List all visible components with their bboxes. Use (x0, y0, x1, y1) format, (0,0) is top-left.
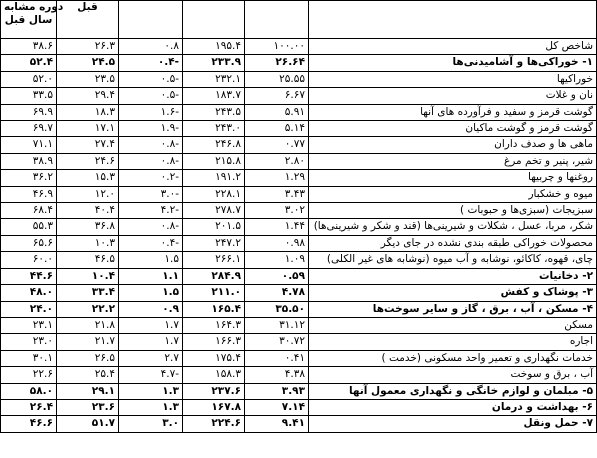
monthly-change-cell: ۰.۸- (119, 137, 183, 153)
weight-cell: ۴.۷۸ (245, 285, 309, 301)
weight-cell: ۲۶.۶۴ (245, 55, 309, 71)
header-cell-text: قبل (77, 1, 98, 13)
prev-year-change-cell: ۴۸.۰ (1, 285, 57, 301)
table-row (1, 285, 597, 301)
header-cell-prev-year-period (1, 1, 64, 39)
monthly-change-cell: ۴.۷- (119, 367, 183, 383)
monthly-change-cell: ۰.۴- (119, 55, 183, 71)
table-row (1, 137, 597, 153)
prev-month-cell: ۱۵.۳ (57, 170, 119, 186)
item-label-cell: ۲- دخانیات (309, 268, 597, 284)
table-row (1, 219, 597, 235)
item-label-cell: آب ، برق و سوخت (309, 367, 597, 383)
monthly-change-cell: ۱.۶- (119, 104, 183, 120)
item-label-cell: شاخص کل (309, 39, 597, 55)
prev-year-change-cell: ۵۸.۰ (1, 383, 57, 399)
monthly-change-cell: ۰.۵- (119, 71, 183, 87)
index-value-cell: ۲۴۳.۰ (183, 121, 245, 137)
prev-month-cell: ۱۷.۱ (57, 121, 119, 137)
prev-month-cell: ۲۹.۱ (57, 383, 119, 399)
index-value-cell: ۲۱۱.۰ (183, 285, 245, 301)
index-value-cell: ۱۹۱.۲ (183, 170, 245, 186)
weight-cell: ۷.۱۴ (245, 399, 309, 415)
prev-year-change-cell: ۶۸.۴ (1, 203, 57, 219)
item-label-cell: سبزیجات (سبزی‌ها و حبوبات ) (309, 203, 597, 219)
monthly-change-cell: ۰.۵- (119, 88, 183, 104)
index-value-cell: ۲۸۴.۹ (183, 268, 245, 284)
prev-month-cell: ۴۶.۵ (57, 252, 119, 268)
item-label-cell: اجاره (309, 334, 597, 350)
index-value-cell: ۲۰۱.۵ (183, 219, 245, 235)
prev-month-cell: ۲۶.۵ (57, 350, 119, 366)
prev-month-cell: ۲۶.۳ (57, 39, 119, 55)
weight-cell: ۴.۳۸ (245, 367, 309, 383)
prev-month-cell: ۱۰.۳ (57, 235, 119, 251)
prev-year-change-cell: ۶۵.۶ (1, 235, 57, 251)
item-label-cell: ۶- بهداشت و درمان (309, 399, 597, 415)
table-row (1, 350, 597, 366)
weight-cell: ۳۵.۵۰ (245, 301, 309, 317)
prev-month-cell: ۴۰.۴ (57, 203, 119, 219)
prev-year-change-cell: ۵۵.۳ (1, 219, 57, 235)
prev-month-cell: ۲۵.۴ (57, 367, 119, 383)
prev-month-cell: ۱۲.۰ (57, 186, 119, 202)
table-row (1, 71, 597, 87)
weight-cell: ۰.۹۸ (245, 235, 309, 251)
prev-month-cell: ۳۳.۴ (57, 285, 119, 301)
header-cell-previous (57, 1, 119, 39)
table-row (1, 334, 597, 350)
monthly-change-cell: ۱.۷ (119, 317, 183, 333)
weight-cell: ۰.۴۱ (245, 350, 309, 366)
monthly-change-cell: ۱.۵ (119, 252, 183, 268)
item-label-cell: محصولات خوراکی طبقه بندی نشده در جای دیگر (309, 235, 597, 251)
item-label-cell: نان و غلات (309, 88, 597, 104)
prev-month-cell: ۳۶.۸ (57, 219, 119, 235)
monthly-change-cell: ۳.۰- (119, 186, 183, 202)
prev-year-change-cell: ۳۰.۱ (1, 350, 57, 366)
monthly-change-cell: ۰.۴- (119, 235, 183, 251)
table-header-row (1, 1, 597, 39)
index-value-cell: ۱۷۵.۴ (183, 350, 245, 366)
item-label-cell: ۱- خوراکی‌ها و آشامیدنی‌ها (309, 55, 597, 71)
index-value-cell: ۲۳۷.۶ (183, 383, 245, 399)
prev-year-change-cell: ۶۰.۰ (1, 252, 57, 268)
prev-year-change-cell: ۴۴.۶ (1, 268, 57, 284)
table-row (1, 203, 597, 219)
prev-year-change-cell: ۲۳.۰ (1, 334, 57, 350)
table-row (1, 301, 597, 317)
table-row (1, 104, 597, 120)
monthly-change-cell: ۰.۲- (119, 170, 183, 186)
monthly-change-cell: ۰.۹ (119, 301, 183, 317)
weight-cell: ۱.۴۴ (245, 219, 309, 235)
monthly-change-cell: ۰.۸- (119, 153, 183, 169)
weight-cell: ۲۵.۵۵ (245, 71, 309, 87)
table-row (1, 235, 597, 251)
monthly-change-cell: ۰.۸- (119, 219, 183, 235)
item-label-cell: ماهی ها و صدف داران (309, 137, 597, 153)
weight-cell: ۱.۲۹ (245, 170, 309, 186)
table-row (1, 186, 597, 202)
monthly-change-cell: ۲.۷ (119, 350, 183, 366)
prev-month-cell: ۲۱.۷ (57, 334, 119, 350)
weight-cell: ۳۱.۱۲ (245, 317, 309, 333)
monthly-change-cell: ۱.۷ (119, 334, 183, 350)
item-label-cell: ۵- مبلمان و لوازم خانگی و نگهداری معمول آنها (309, 383, 597, 399)
prev-year-change-cell: ۳۸.۹ (1, 153, 57, 169)
item-label-cell: چای، قهوه، کاکائو، نوشابه و آب میوه (نوشابه های غیر الکلی) (309, 252, 597, 268)
prev-month-cell: ۲۲.۲ (57, 301, 119, 317)
weight-cell: ۱۰۰.۰۰ (245, 39, 309, 55)
item-label-cell: ۷- حمل ونقل (309, 416, 597, 432)
header-cell-text: سال قبل (4, 14, 53, 26)
index-value-cell: ۲۴۶.۸ (183, 137, 245, 153)
prev-year-change-cell: ۴۶.۶ (1, 416, 57, 432)
monthly-change-cell: ۴.۲- (119, 203, 183, 219)
table-row (1, 367, 597, 383)
weight-cell: ۶.۶۷ (245, 88, 309, 104)
table-row (1, 383, 597, 399)
prev-year-change-cell: ۷۱.۱ (1, 137, 57, 153)
index-value-cell: ۲۲۴.۶ (183, 416, 245, 432)
table-row (1, 121, 597, 137)
table-row (1, 399, 597, 415)
weight-cell: ۵.۹۱ (245, 104, 309, 120)
index-value-cell: ۲۳۲.۱ (183, 71, 245, 87)
prev-month-cell: ۲۹.۴ (57, 88, 119, 104)
prev-year-change-cell: ۲۴.۰ (1, 301, 57, 317)
monthly-change-cell: ۱.۵ (119, 285, 183, 301)
prev-month-cell: ۱۸.۳ (57, 104, 119, 120)
header-cell-label (309, 1, 597, 39)
item-label-cell: مسکن (309, 317, 597, 333)
item-label-cell: ۴- مسکن ، آب ، برق ، گاز و سایر سوخت‌ها (309, 301, 597, 317)
monthly-change-cell: ۱.۳ (119, 383, 183, 399)
header-cell-weight (245, 1, 309, 39)
table-row (1, 317, 597, 333)
index-value-cell: ۱۶۴.۳ (183, 317, 245, 333)
prev-year-change-cell: ۶۹.۹ (1, 104, 57, 120)
index-value-cell: ۲۷۸.۷ (183, 203, 245, 219)
table-row (1, 416, 597, 432)
prev-month-cell: ۲۱.۸ (57, 317, 119, 333)
prev-year-change-cell: ۲۲.۶ (1, 367, 57, 383)
index-value-cell: ۱۶۵.۴ (183, 301, 245, 317)
prev-month-cell: ۵۱.۷ (57, 416, 119, 432)
index-value-cell: ۲۱۵.۸ (183, 153, 245, 169)
item-label-cell: شیر، پنیر و تخم مرغ (309, 153, 597, 169)
item-label-cell: گوشت قرمز و سفید و فرآورده های آنها (309, 104, 597, 120)
item-label-cell: ۳- پوشاک و کفش (309, 285, 597, 301)
weight-cell: ۳.۴۳ (245, 186, 309, 202)
monthly-change-cell: ۳.۰ (119, 416, 183, 432)
index-value-cell: ۲۶۶.۱ (183, 252, 245, 268)
item-label-cell: روغنها و چربیها (309, 170, 597, 186)
prev-month-cell: ۲۴.۵ (57, 55, 119, 71)
table-row (1, 170, 597, 186)
prev-month-cell: ۲۳.۶ (57, 399, 119, 415)
monthly-change-cell: ۱.۳ (119, 399, 183, 415)
weight-cell: ۰.۵۹ (245, 268, 309, 284)
weight-cell: ۳۰.۷۲ (245, 334, 309, 350)
prev-month-cell: ۲۷.۴ (57, 137, 119, 153)
item-label-cell: میوه و خشکبار (309, 186, 597, 202)
table-row (1, 39, 597, 55)
table-row (1, 55, 597, 71)
prev-year-change-cell: ۳۶.۲ (1, 170, 57, 186)
index-value-cell: ۲۲۸.۱ (183, 186, 245, 202)
monthly-change-cell: ۰.۸ (119, 39, 183, 55)
index-value-cell: ۱۶۶.۳ (183, 334, 245, 350)
prev-month-cell: ۲۳.۵ (57, 71, 119, 87)
item-label-cell: گوشت قرمز و گوشت ماکیان (309, 121, 597, 137)
prev-year-change-cell: ۲۶.۴ (1, 399, 57, 415)
index-value-cell: ۱۶۷.۸ (183, 399, 245, 415)
monthly-change-cell: ۱.۹- (119, 121, 183, 137)
prev-year-change-cell: ۶۹.۷ (1, 121, 57, 137)
table-row (1, 268, 597, 284)
item-label-cell: خدمات نگهداری و تعمیر واحد مسکونی (خدمت ) (309, 350, 597, 366)
prev-month-cell: ۱۰.۴ (57, 268, 119, 284)
prev-year-change-cell: ۲۳.۱ (1, 317, 57, 333)
prev-year-change-cell: ۳۸.۶ (1, 39, 57, 55)
header-cell-monthly-change (119, 1, 183, 39)
weight-cell: ۳.۹۳ (245, 383, 309, 399)
monthly-change-cell: ۱.۱ (119, 268, 183, 284)
index-value-cell: ۲۴۷.۲ (183, 235, 245, 251)
table-row (1, 252, 597, 268)
table-row (1, 153, 597, 169)
weight-cell: ۳.۰۲ (245, 203, 309, 219)
index-value-cell: ۱۸۳.۷ (183, 88, 245, 104)
weight-cell: ۰.۷۷ (245, 137, 309, 153)
index-value-cell: ۲۴۳.۵ (183, 104, 245, 120)
index-value-cell: ۱۹۵.۴ (183, 39, 245, 55)
prev-year-change-cell: ۵۲.۴ (1, 55, 57, 71)
weight-cell: ۱.۰۹ (245, 252, 309, 268)
weight-cell: ۵.۱۴ (245, 121, 309, 137)
item-label-cell: خوراکیها (309, 71, 597, 87)
item-label-cell: شکر، مربا، عسل ، شکلات و شیرینی‌ها (قند و شکر و شیرینی‌ها) (309, 219, 597, 235)
weight-cell: ۲.۸۰ (245, 153, 309, 169)
prev-year-change-cell: ۵۲.۰ (1, 71, 57, 87)
prev-year-change-cell: ۳۳.۵ (1, 88, 57, 104)
prev-month-cell: ۲۴.۶ (57, 153, 119, 169)
index-value-cell: ۱۵۸.۳ (183, 367, 245, 383)
header-cell-text: دوره مشابه (4, 1, 64, 13)
index-value-cell: ۲۳۳.۹ (183, 55, 245, 71)
header-cell-index (183, 1, 245, 39)
weight-cell: ۹.۴۱ (245, 416, 309, 432)
prev-year-change-cell: ۴۶.۹ (1, 186, 57, 202)
table-row (1, 88, 597, 104)
